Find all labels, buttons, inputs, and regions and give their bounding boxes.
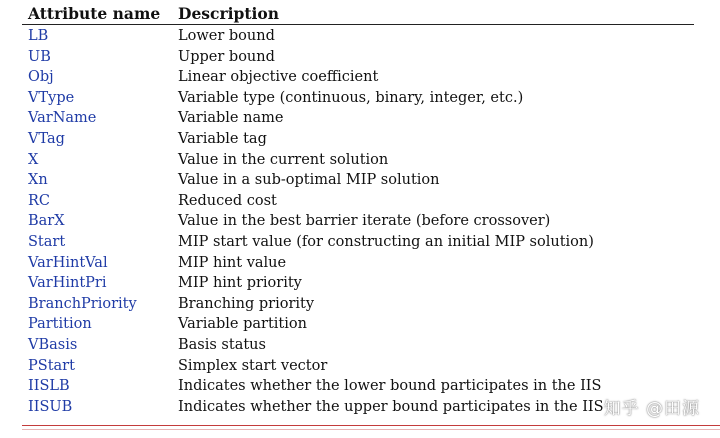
attribute-description: MIP start value (for constructing an initial MIP solution) xyxy=(178,233,594,250)
table-row xyxy=(22,356,694,377)
attribute-name: RC xyxy=(28,192,51,209)
header-attribute-name: Attribute name xyxy=(22,2,172,25)
table-row xyxy=(22,88,694,109)
attribute-description: Indicates whether the lower bound participates in the IIS xyxy=(178,378,602,395)
attribute-name: IISUB xyxy=(28,398,73,415)
attribute-name: BranchPriority xyxy=(28,295,137,312)
attribute-table xyxy=(22,2,694,417)
table-row xyxy=(22,25,694,47)
attribute-name: VarHintPri xyxy=(28,275,107,292)
attribute-name: BarX xyxy=(28,213,65,230)
table-row xyxy=(22,191,694,212)
attribute-description: MIP hint value xyxy=(178,254,287,271)
attribute-name: LB xyxy=(28,28,49,44)
attribute-description: Branching priority xyxy=(178,295,315,312)
attribute-description: Value in the current solution xyxy=(178,151,389,168)
table-row xyxy=(22,314,694,335)
table-row xyxy=(22,376,694,397)
attribute-description: Lower bound xyxy=(178,28,275,44)
attribute-description: MIP hint priority xyxy=(178,275,302,292)
table-row xyxy=(22,397,694,418)
table-header xyxy=(22,2,694,25)
attribute-description: Variable partition xyxy=(178,316,307,333)
table-row xyxy=(22,129,694,150)
attribute-description: Upper bound xyxy=(178,48,275,65)
watermark: 知乎 @田源 xyxy=(603,399,700,419)
attribute-name: VBasis xyxy=(28,336,78,353)
bottom-rule xyxy=(22,425,720,426)
table-row xyxy=(22,232,694,253)
header-description: Description xyxy=(172,2,694,25)
table-row xyxy=(22,150,694,171)
attribute-name: Obj xyxy=(28,69,54,86)
attribute-description: Variable name xyxy=(178,110,284,127)
attribute-name: UB xyxy=(28,48,51,65)
header-row xyxy=(22,2,694,25)
table-row xyxy=(22,170,694,191)
attribute-name: VTag xyxy=(28,130,65,147)
attribute-name: VType xyxy=(28,89,75,106)
table-body xyxy=(22,25,694,418)
table-row xyxy=(22,67,694,88)
attribute-description: Linear objective coefficient xyxy=(178,69,379,86)
attribute-description: Simplex start vector xyxy=(178,357,328,374)
attribute-name: Start xyxy=(28,233,66,250)
attribute-description: Variable type (continuous, binary, integer, etc.) xyxy=(178,89,524,106)
attribute-name: VarName xyxy=(28,110,97,127)
attribute-name: X xyxy=(28,151,39,168)
attribute-description: Basis status xyxy=(178,336,266,353)
table-row xyxy=(22,253,694,274)
attribute-name: VarHintVal xyxy=(28,254,108,271)
table-row xyxy=(22,294,694,315)
attribute-name: PStart xyxy=(28,357,75,374)
attribute-name: Partition xyxy=(28,316,92,333)
attribute-name: Xn xyxy=(28,172,48,189)
table-row xyxy=(22,335,694,356)
attribute-description: Variable tag xyxy=(178,130,267,147)
table-row xyxy=(22,211,694,232)
table-row xyxy=(22,47,694,68)
attribute-name: IISLB xyxy=(28,378,70,395)
table-row xyxy=(22,273,694,294)
attribute-description: Indicates whether the upper bound participates in the IIS xyxy=(178,398,604,415)
attribute-description: Reduced cost xyxy=(178,192,277,209)
attribute-description: Value in a sub-optimal MIP solution xyxy=(178,172,440,189)
attribute-description: Value in the best barrier iterate (before crossover) xyxy=(178,213,551,230)
bottom-rule-secondary xyxy=(22,429,720,430)
table-row xyxy=(22,108,694,129)
